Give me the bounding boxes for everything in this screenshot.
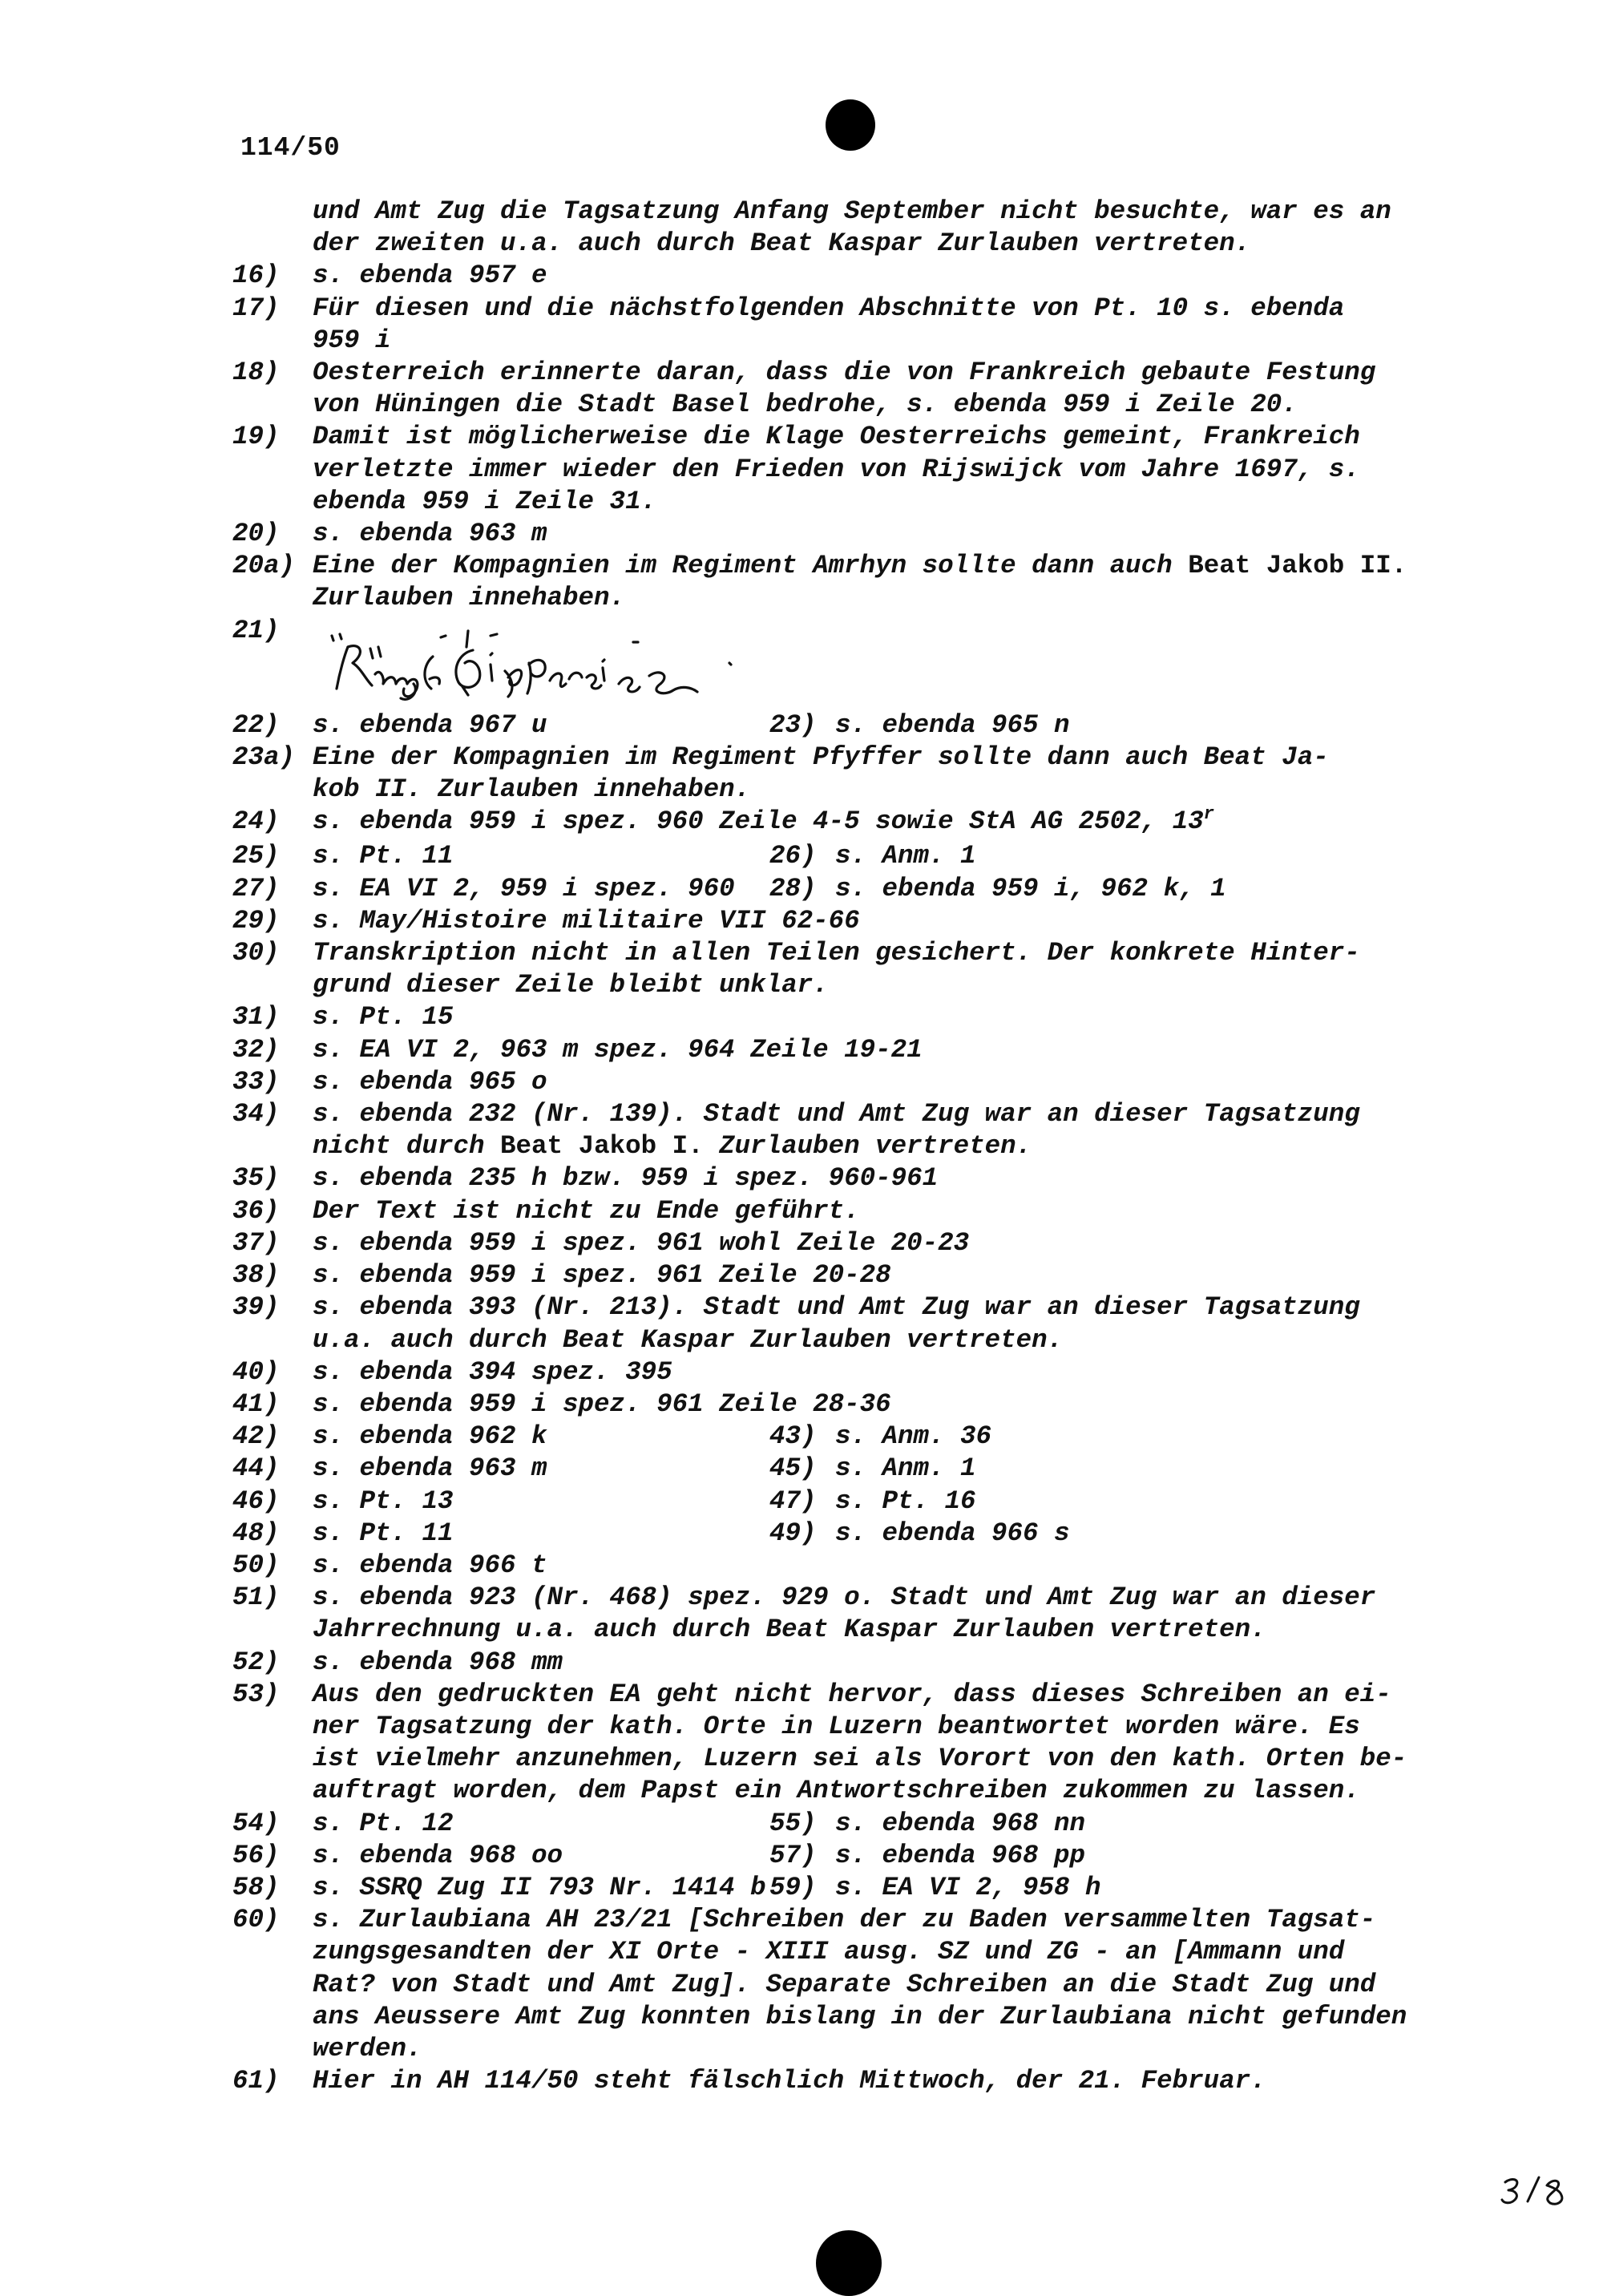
footnote-20: 20) s. ebenda 963 m — [232, 519, 547, 549]
footnote-16: 16) s. ebenda 957 e — [232, 261, 547, 291]
handwritten-page-number — [1500, 2174, 1573, 2210]
footnote-44-45: 44) s. ebenda 963 m 45) s. Anm. 1 — [232, 1453, 976, 1484]
footnote-36: 36) Der Text ist nicht zu Ende geführt. — [232, 1195, 860, 1226]
footnote-19: 19) Damit ist möglicherweise die Klage Oesterreichs gemeint, Frankreich verletzte immer wieder den Frieden von Rijswijck vom Jahre 1697, s. ebenda 959 i Zeile 31. — [232, 422, 1360, 516]
footnote-32: 32) s. EA VI 2, 963 m spez. 964 Zeile 19-21 — [232, 1034, 923, 1065]
footnote-27-28: 27) s. EA VI 2, 959 i spez. 960 28) s. ebenda 959 i, 962 k, 1 — [232, 873, 1226, 903]
footnote-17: 17) Für diesen und die nächstfolgenden Abschnitte von Pt. 10 s. ebenda 959 i — [232, 293, 1345, 355]
footnote-51: 51) s. ebenda 923 (Nr. 468) spez. 929 o. Stadt und Amt Zug war an dieser Jahrrechnung u.a. auch durch Beat Kaspar Zurlauben vertreten. — [232, 1583, 1376, 1645]
footnote-22-23: 22) s. ebenda 967 u 23) s. ebenda 965 n — [232, 709, 1070, 740]
person-name: Beat Jakob II. — [1188, 551, 1407, 581]
footnote-46-47: 46) s. Pt. 13 47) s. Pt. 16 — [232, 1486, 976, 1516]
footnote-52: 52) s. ebenda 968 mm — [232, 1647, 563, 1677]
footnote-29: 29) s. May/Histoire militaire VII 62-66 — [232, 905, 860, 936]
footnote-61: 61) Hier in AH 114/50 steht fälschlich Mittwoch, der 21. Februar. — [232, 2066, 1266, 2096]
footnote-39: 39) s. ebenda 393 (Nr. 213). Stadt und Amt Zug war an dieser Tagsatzung u.a. auch durch Beat Kaspar Zurlauben vertreten. — [232, 1292, 1360, 1355]
footnote-56-57: 56) s. ebenda 968 oo 57) s. ebenda 968 pp — [232, 1840, 1086, 1870]
intro-text: und Amt Zug die Tagsatzung Anfang September nicht besuchte, war es an der zweiten u.a. auch durch Beat Kaspar Zurlauben vertreten. — [313, 196, 1391, 259]
footnote-41: 41) s. ebenda 959 i spez. 961 Zeile 28-36 — [232, 1389, 891, 1419]
footnote-20a: 20a) Eine der Kompagnien im Regiment Amrhyn sollte dann auch Beat Jakob II. Zurlauben innehaben. — [232, 551, 1407, 613]
footnote-33: 33) s. ebenda 965 o — [232, 1066, 547, 1097]
footnote-40: 40) s. ebenda 394 spez. 395 — [232, 1356, 672, 1387]
footnotes — [232, 196, 1467, 2097]
footnote-60: 60) s. Zurlaubiana AH 23/21 [Schreiben der zu Baden versammelten Tagsat- zungsgesandten der XI Orte - XIII ausg. SZ und ZG - an [Ammann und Rat? von Stadt und Amt Zug]. Separate Schreiben an die Stadt Zug und ans Aeussere Amt Zug konnten bislang in der Zurlaubiana nicht gefunden werden. — [232, 1905, 1407, 2064]
footnote-53: 53) Aus den gedruckten EA geht nicht hervor, dass dieses Schreiben an ei- ner Tagsatzung der kath. Orte in Luzern beantwortet worden wäre. Es ist vielmehr anzunehmen, Luzern sei als Vorort von den kath. Orten be- auftragt worden, dem Papst ein Antwortschreiben zukommen zu lassen. — [232, 1679, 1407, 1806]
footnote-24: 24) s. ebenda 959 i spez. 960 Zeile 4-5 sowie StA AG 2502, 13$^r$ — [232, 804, 1214, 837]
footnote-21: 21) — [232, 615, 1467, 709]
footnote-50: 50) s. ebenda 966 t — [232, 1550, 547, 1580]
footnote-31: 31) s. Pt. 15 — [232, 1002, 454, 1033]
footnote-37: 37) s. ebenda 959 i spez. 961 wohl Zeile 20-23 — [232, 1227, 970, 1258]
punch-hole-top — [826, 99, 875, 151]
footnote-48-49: 48) s. Pt. 11 49) s. ebenda 966 s — [232, 1518, 1070, 1548]
footnote-18: 18) Oesterreich erinnerte daran, dass die von Frankreich gebaute Festung von Hüningen die Stadt Basel bedrohe, s. ebenda 959 i Zeile 20. — [232, 358, 1376, 420]
page-number-scribble — [1500, 2174, 1573, 2206]
footnote-23a: 23a) Eine der Kompagnien im Regiment Pfyffer sollte dann auch Beat Ja- kob II. Zurlauben innehaben. — [232, 742, 1329, 805]
footnote-30: 30) Transkription nicht in allen Teilen gesichert. Der konkrete Hinter- grund dieser Zeile bleibt unklar. — [232, 938, 1360, 1000]
footnote-58-59: 58) s. SSRQ Zug II 793 Nr. 1414 b 59) s. EA VI 2, 958 h — [232, 1872, 1101, 1902]
footnote-42-43: 42) s. ebenda 962 k 43) s. Anm. 36 — [232, 1421, 992, 1452]
handwritten-annotation — [313, 615, 810, 709]
footnote-34: 34) s. ebenda 232 (Nr. 139). Stadt und Amt Zug war an dieser Tagsatzung nicht durch Beat Jakob I. Zurlauben vertreten. — [232, 1099, 1360, 1162]
footnote-25-26: 25) s. Pt. 11 26) s. Anm. 1 — [232, 841, 976, 871]
footnote-35: 35) s. ebenda 235 h bzw. 959 i spez. 960-961 — [232, 1163, 939, 1194]
person-name: Beat Jakob I. — [500, 1131, 704, 1162]
footnote-54-55: 54) s. Pt. 12 55) s. ebenda 968 nn — [232, 1808, 1086, 1838]
document-reference: 114/50 — [240, 133, 341, 163]
intro-line — [232, 196, 1467, 260]
punch-hole-bottom — [816, 2230, 882, 2296]
footnote-38: 38) s. ebenda 959 i spez. 961 Zeile 20-28 — [232, 1260, 891, 1291]
handwriting-scribble — [313, 615, 810, 709]
